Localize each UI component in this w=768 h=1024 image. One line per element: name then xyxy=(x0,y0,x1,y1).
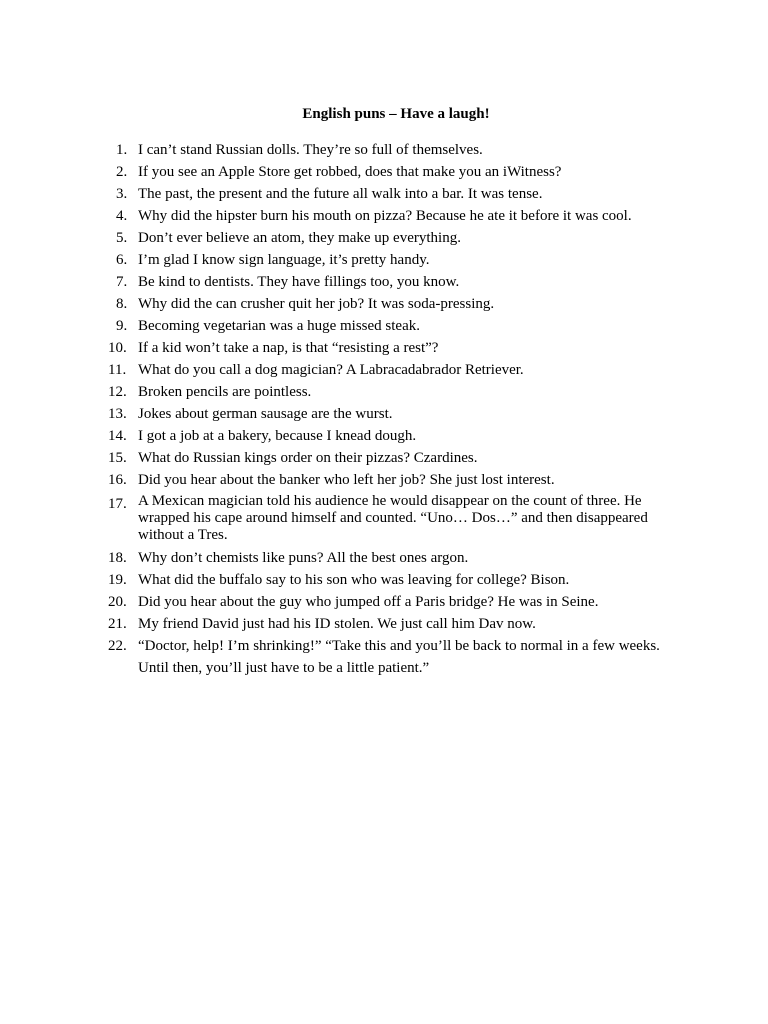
item-text: What did the buffalo say to his son who was leaving for college? Bison. xyxy=(138,572,570,588)
item-number: 9. xyxy=(116,318,128,334)
list-item xyxy=(104,359,674,381)
item-number: 7. xyxy=(116,274,128,290)
list-item xyxy=(104,613,674,635)
item-text: Why don’t chemists like puns? All the best ones argon. xyxy=(138,550,469,566)
list-item xyxy=(104,227,674,249)
item-text: What do you call a dog magician? A Labracadabrador Retriever. xyxy=(138,362,524,378)
item-number: 11. xyxy=(108,362,127,378)
item-number: 4. xyxy=(116,208,128,224)
list-item xyxy=(104,547,674,569)
list-item xyxy=(104,139,674,161)
item-number: 12. xyxy=(108,384,127,400)
item-number: 2. xyxy=(116,164,128,180)
item-text: If a kid won’t take a nap, is that “resisting a rest”? xyxy=(138,340,439,356)
item-text: The past, the present and the future all walk into a bar. It was tense. xyxy=(138,186,543,202)
list-item xyxy=(104,469,674,491)
item-text: Why did the can crusher quit her job? It was soda-pressing. xyxy=(138,296,495,312)
item-number: 8. xyxy=(116,296,128,312)
item-number: 19. xyxy=(108,572,127,588)
list-item xyxy=(104,337,674,359)
item-text: Did you hear about the guy who jumped off a Paris bridge? He was in Seine. xyxy=(138,594,599,610)
item-number: 17. xyxy=(108,496,127,512)
list-item xyxy=(104,447,674,469)
puns-list xyxy=(104,139,674,679)
list-item xyxy=(104,491,674,547)
list-item xyxy=(104,425,674,447)
item-number: 21. xyxy=(108,616,127,632)
item-number: 20. xyxy=(108,594,127,610)
list-item xyxy=(104,205,674,227)
list-item xyxy=(104,569,674,591)
list-item xyxy=(104,161,674,183)
item-text: Becoming vegetarian was a huge missed steak. xyxy=(138,318,420,334)
list-item xyxy=(104,271,674,293)
item-text: Don’t ever believe an atom, they make up everything. xyxy=(138,230,461,246)
item-text: What do Russian kings order on their pizzas? Czardines. xyxy=(138,450,478,466)
list-item xyxy=(104,183,674,205)
item-number: 14. xyxy=(108,428,127,444)
list-item xyxy=(104,403,674,425)
page-title: English puns – Have a laugh! xyxy=(302,106,490,122)
item-text: Why did the hipster burn his mouth on pizza? Because he ate it before it was cool. xyxy=(138,208,632,224)
list-item xyxy=(104,315,674,337)
item-number: 3. xyxy=(116,186,128,202)
item-text: A Mexican magician told his audience he would disappear on the count of three. He wrapped his cape around himself and counted. “Uno… Dos…” and then disappeared without a Tres. xyxy=(138,493,648,543)
list-item xyxy=(104,591,674,613)
item-number: 16. xyxy=(108,472,127,488)
item-text: I got a job at a bakery, because I knead dough. xyxy=(138,428,417,444)
list-item xyxy=(104,293,674,315)
item-text: I’m glad I know sign language, it’s pretty handy. xyxy=(138,252,430,268)
item-number: 5. xyxy=(116,230,128,246)
item-text: My friend David just had his ID stolen. We just call him Dav now. xyxy=(138,616,536,632)
item-text: Did you hear about the banker who left her job? She just lost interest. xyxy=(138,472,555,488)
list-item xyxy=(104,249,674,271)
item-text: Jokes about german sausage are the wurst. xyxy=(138,406,393,422)
list-item xyxy=(104,381,674,403)
item-number: 15. xyxy=(108,450,127,466)
item-text: Be kind to dentists. They have fillings too, you know. xyxy=(138,274,460,290)
item-text: “Doctor, help! I’m shrinking!” “Take this and you’ll be back to normal in a few weeks. Until then, you’ll just have to be a little patient.” xyxy=(138,638,660,676)
item-number: 6. xyxy=(116,252,128,268)
item-number: 10. xyxy=(108,340,127,356)
item-text: If you see an Apple Store get robbed, does that make you an iWitness? xyxy=(138,164,562,180)
list-item xyxy=(104,635,674,679)
item-number: 22. xyxy=(108,638,127,654)
item-text: Broken pencils are pointless. xyxy=(138,384,312,400)
item-number: 1. xyxy=(116,142,128,158)
item-number: 13. xyxy=(108,406,127,422)
item-text: I can’t stand Russian dolls. They’re so full of themselves. xyxy=(138,142,483,158)
item-number: 18. xyxy=(108,550,127,566)
